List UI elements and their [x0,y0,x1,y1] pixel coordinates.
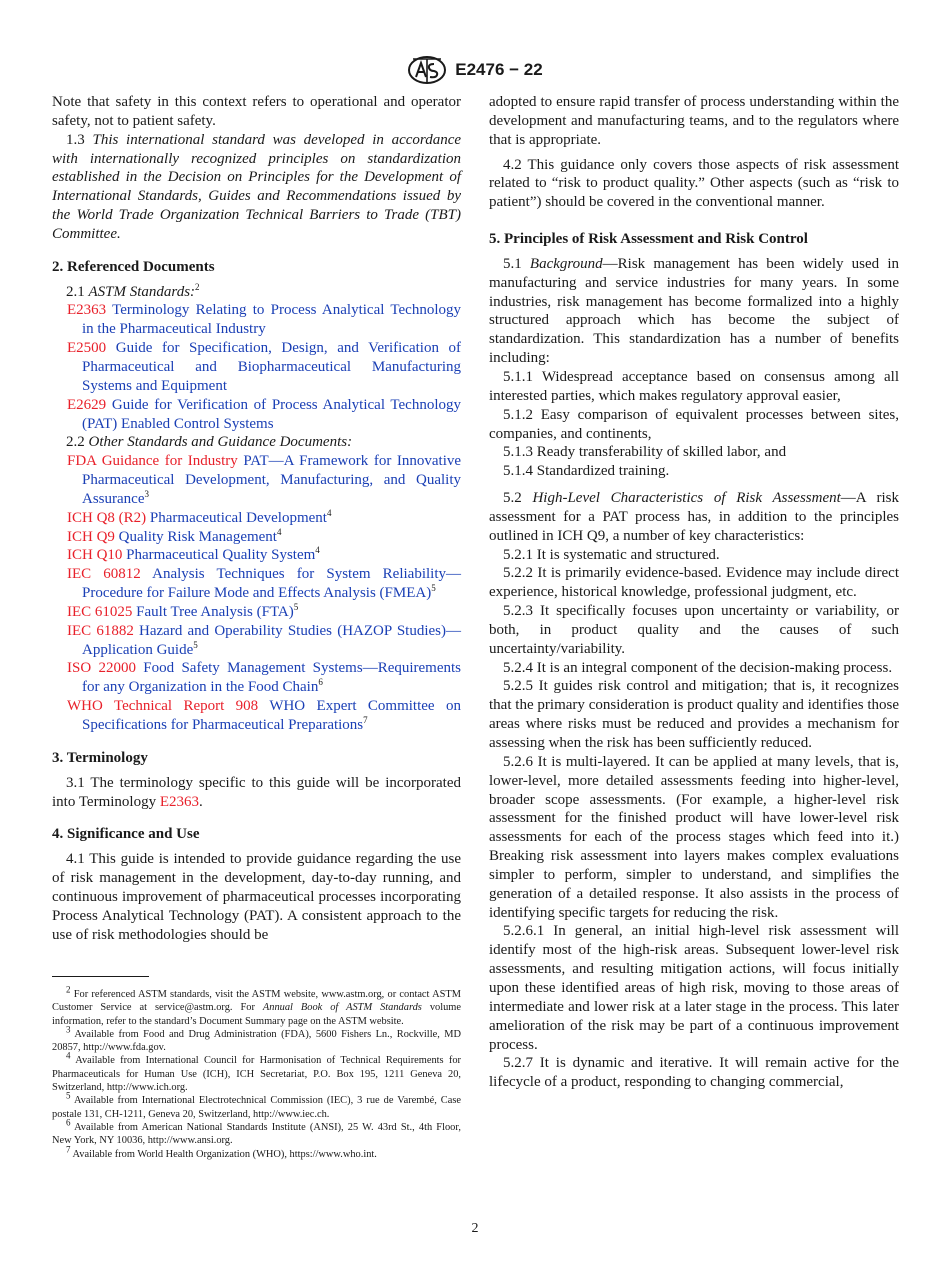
paragraph-5-1: 5.1 Background—Risk management has been widely used in manufacturing and service industries for many years. In some industries, risk management has become formalized into a highly structured approach which has become the subject of standardization. This standardization has a number of benefits including: [489,255,899,367]
paragraph-5-2-2: 5.2.2 It is primarily evidence-based. Evidence may include direct experience, historical knowledge, professional judgment, etc. [489,565,899,601]
reference-title-link[interactable]: Guide for Verification of Process Analytical Technology (PAT) Enabled Control Systems [82,396,462,432]
document-designation: E2476 − 22 [455,60,543,79]
reference-code-link[interactable]: ISO 22000 [67,660,136,677]
paragraph-5-2-4: 5.2.4 It is an integral component of the decision-making process. [503,659,893,676]
safety-note: Note that safety in this context refers to operational and operator safety, not to patient safety. [52,94,461,129]
reference-item [52,339,461,396]
paragraph-3-1: 3.1 The terminology specific to this guide will be incorporated into Terminology E2363. [52,774,461,810]
reference-title-link[interactable]: Hazard and Operability Studies (HAZOP Studies)—Application Guide [82,622,461,658]
paragraph-1-3: 1.3 This international standard was developed in accordance with internationally recognized principles on standardization established in the Decision on Principles for the Development of International Standards, Guides and Recommendations issued by the World Trade Organization Technical Barriers to Trade (TBT) Committee. [52,131,462,242]
footnote-marker: 4 [315,545,320,556]
other-references-list [52,452,461,735]
subsection-2-1: 2.1 ASTM Standards:$^2$ [66,281,200,300]
page-number: 2 [471,1221,479,1236]
footnote-marker: 6 [318,677,323,688]
reference-title-link[interactable]: Analysis Techniques for System Reliability—Procedure for Failure Mode and Effects Analysis (FMEA) [82,566,461,602]
paragraph-4-1: 4.1 This guide is intended to provide guidance regarding the use of risk management in the development, day-to-day running, and continuous improvement of pharmaceutical processes incorporating Process Analytical Technology (PAT). A consistent approach to the use of risk methodologies should be [52,851,461,943]
reference-code-link[interactable]: WHO Technical Report 908 [67,698,259,715]
footnote-marker: 5 [193,639,198,650]
section-5-heading: 5. Principles of Risk Assessment and Risk Control [489,231,808,248]
reference-item [52,396,461,434]
paragraph-5-2-6-1: 5.2.6.1 In general, an initial high-level risk assessment will identify most of the high-risk areas. Subsequent lower-level risk assessments, and resulting mitigation actions, will focus initially upon these identified areas of high risk, moving to those areas of intermediate and lower risk at a later stage in the process. This later amelioration of the risk may be part of a continuous improvement process. [489,923,899,1053]
paragraph-5-1-1: 5.1.1 Widespread acceptance based on consensus among all interested parties, which makes regulatory approval easier, [489,368,899,404]
paragraph-5-2-6: 5.2.6 It is multi-layered. It can be applied at many levels, that is, lower-level, more detailed assessments feeding into higher-level, broader scope assessments. (For example, a higher-level risk assessment for the finished product will have lower-level risk assessments for each of the process stages which feed into it.) Breaking risk assessment into layers makes complex evaluations simpler to perform, simpler to understand, and simplifies the generation of a detailed response. It also assists in the process of identifying specific targets for reducing the risk. [489,753,899,921]
reference-code-link[interactable]: ICH Q10 [67,547,123,564]
footnotes [52,984,461,1161]
left-column [52,93,461,944]
section-2-heading: 2. Referenced Documents [52,258,215,275]
paragraph-5-1-2: 5.1.2 Easy comparison of equivalent processes between sites, companies, and continents, [489,406,899,442]
reference-code-link[interactable]: IEC 60812 [67,566,141,583]
page-header [0,55,950,85]
reference-item [52,546,461,565]
reference-title-link[interactable]: Guide for Specification, Design, and Verification of Pharmaceutical and Biopharmaceutical Manufacturing Systems and Equipment [82,340,462,394]
paragraph-5-2-7: 5.2.7 It is dynamic and iterative. It will remain active for the lifecycle of a product, responding to changing commercial, [489,1055,899,1091]
reference-code-link[interactable]: IEC 61025 [67,603,133,620]
footnote-marker: 4 [326,507,332,518]
paragraph-4-1-continued: adopted to ensure rapid transfer of process understanding within the development and manufacturing teams, and to the regulators where that is appropriate. [489,94,899,148]
footnote-item: $^2$ For referenced ASTM standards, visit the ASTM website, www.astm.org, or contact ASTM Customer Service at service@astm.org. For Annual Book of ASTM Standards volume information, refer to the standard’s Document Summary page on the ASTM website. [52,984,461,1027]
paragraph-5-2-5: 5.2.5 It guides risk control and mitigation; that is, it recognizes that the primary consideration is product quality and identifies those areas where risks must be reduced and provides a mechanism for assessing when the risk has been sufficiently reduced. [489,678,899,751]
reference-code-link[interactable]: ICH Q9 [67,528,115,545]
reference-title-link[interactable]: WHO Expert Committee on Specifications for Pharmaceutical Preparations [82,698,461,733]
footnote-item: $^7$ Available from World Health Organization (WHO), https://www.who.int. [66,1144,377,1160]
paragraph-5-1-4: 5.1.4 Standardized training. [503,463,670,480]
paragraph-5-2-3: 5.2.3 It specifically focuses upon uncertainty or variability, or both, in product quality and the causes of such uncertainty/variability. [489,603,899,657]
reference-item [52,659,461,697]
reference-code-link[interactable]: E2629 [67,396,107,413]
paragraph-5-2: 5.2 High-Level Characteristics of Risk Assessment—A risk assessment for a PAT process has, in addition to the principles outlined in ICH Q9, a number of key characteristics: [489,490,899,544]
reference-code-link[interactable]: E2500 [67,340,107,357]
paragraph-4-2: 4.2 This guidance only covers those aspects of risk assessment related to “risk to product quality.” Other aspects (such as “risk to patient”) should be covered in the conventional manner. [489,156,899,211]
footnote-divider [52,976,149,977]
subsection-2-2: 2.2 Other Standards and Guidance Documents: [66,434,353,451]
terminology-link[interactable]: E2363 [159,793,200,810]
paragraph-5-2-1: 5.2.1 It is systematic and structured. [503,546,720,563]
section-4-heading: 4. Significance and Use [52,826,200,843]
paragraph-5-1-3: 5.1.3 Ready transferability of skilled labor, and [503,444,787,461]
reference-title-link[interactable]: PAT—A Framework for Innovative Pharmaceutical Development, Manufacturing, and Quality Assurance [82,453,462,507]
reference-item [52,301,461,339]
footnote-item: $^3$ Available from Food and Drug Administration (FDA), 5600 Fishers Ln., Rockville, MD 20857, http://www.fda.gov. [52,1024,461,1054]
reference-item [52,565,461,603]
footnote-marker: 5 [431,583,436,594]
reference-item [52,697,461,735]
footnote-marker: 5 [293,601,299,612]
footnote-item: $^6$ Available from American National Standards Institute (ANSI), 25 W. 43rd St., 4th Floor, New York, NY 10036, http://www.ansi.org. [52,1117,461,1147]
reference-item [52,622,461,660]
reference-title-link[interactable]: Pharmaceutical Development [149,509,327,526]
footnote-marker: 7 [363,715,368,725]
reference-code-link[interactable]: FDA Guidance for Industry [67,453,238,470]
reference-item [52,603,461,622]
reference-item [52,509,461,528]
footnote-item: $^4$ Available from International Council for Harmonisation of Technical Requirements for Pharmaceuticals for Human Use (ICH), ICH Secretariat, P.O. Box 195, 1211 Geneva 20, Switzerland, http://www.ich.org. [52,1051,461,1094]
astm-references-list [52,301,461,433]
footnote-item: $^5$ Available from International Electrotechnical Commission (IEC), 3 rue de Varembé, Case postale 131, CH-1211, Geneva 20, Switzerland, http://www.iec.ch. [52,1090,461,1120]
reference-title-link[interactable]: Fault Tree Analysis (FTA) [136,603,294,620]
reference-code-link[interactable]: IEC 61882 [67,622,134,639]
reference-code-link[interactable]: E2363 [67,302,107,319]
reference-title-link[interactable]: Terminology Relating to Process Analytical Technology in the Pharmaceutical Industry [82,302,461,338]
footnote-marker: 4 [276,526,282,537]
reference-title-link[interactable]: Pharmaceutical Quality System [126,547,316,564]
right-column [489,93,899,1092]
reference-item [52,452,461,509]
reference-code-link[interactable]: ICH Q8 (R2) [67,509,147,526]
reference-title-link[interactable]: Quality Risk Management [118,528,277,545]
astm-logo-icon [407,55,447,85]
reference-item [52,528,461,547]
reference-title-link[interactable]: Food Safety Management Systems—Requirements for any Organization in the Food Chain [82,660,462,696]
section-3-heading: 3. Terminology [52,749,148,766]
footnote-marker: 3 [144,488,149,499]
